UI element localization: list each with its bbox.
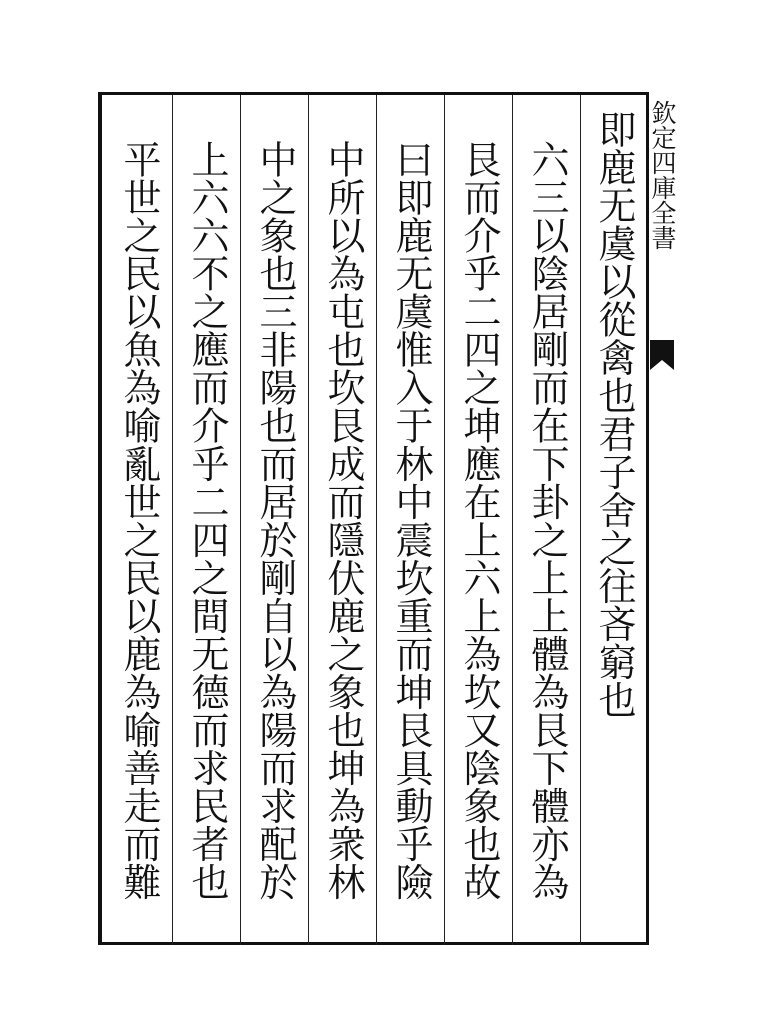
fishtail-mark bbox=[650, 340, 674, 374]
column-rule bbox=[580, 95, 581, 945]
column-rule bbox=[376, 95, 377, 945]
text-column-6: 中之象也三非陽也而居於剛自以為陽而求配於 bbox=[253, 140, 297, 901]
text-column-8: 平世之民以魚為喻亂世之民以鹿為喻善走而難 bbox=[117, 140, 161, 901]
text-column-4: 曰即鹿无虞惟入于林中震坎重而坤艮具動乎險 bbox=[389, 140, 433, 901]
text-column-7: 上六六不之應而介乎二四之間无德而求民者也 bbox=[185, 140, 229, 901]
column-rule bbox=[172, 95, 173, 945]
text-column-5: 中所以為屯也坎艮成而隱伏鹿之象也坤為衆林 bbox=[321, 140, 365, 901]
book-title: 欽定四庫全書 bbox=[648, 100, 677, 250]
text-column-2: 六三以陰居剛而在下卦之上上體為艮下體亦為 bbox=[525, 140, 569, 901]
column-rule bbox=[308, 95, 309, 945]
text-column-3: 艮而介乎二四之坤應在上六上為坎又陰象也故 bbox=[457, 140, 501, 901]
column-rule bbox=[240, 95, 241, 945]
column-rule bbox=[444, 95, 445, 945]
column-rule bbox=[512, 95, 513, 945]
text-column-1: 即鹿无虞以從禽也君子舍之往吝窮也 bbox=[592, 110, 636, 719]
